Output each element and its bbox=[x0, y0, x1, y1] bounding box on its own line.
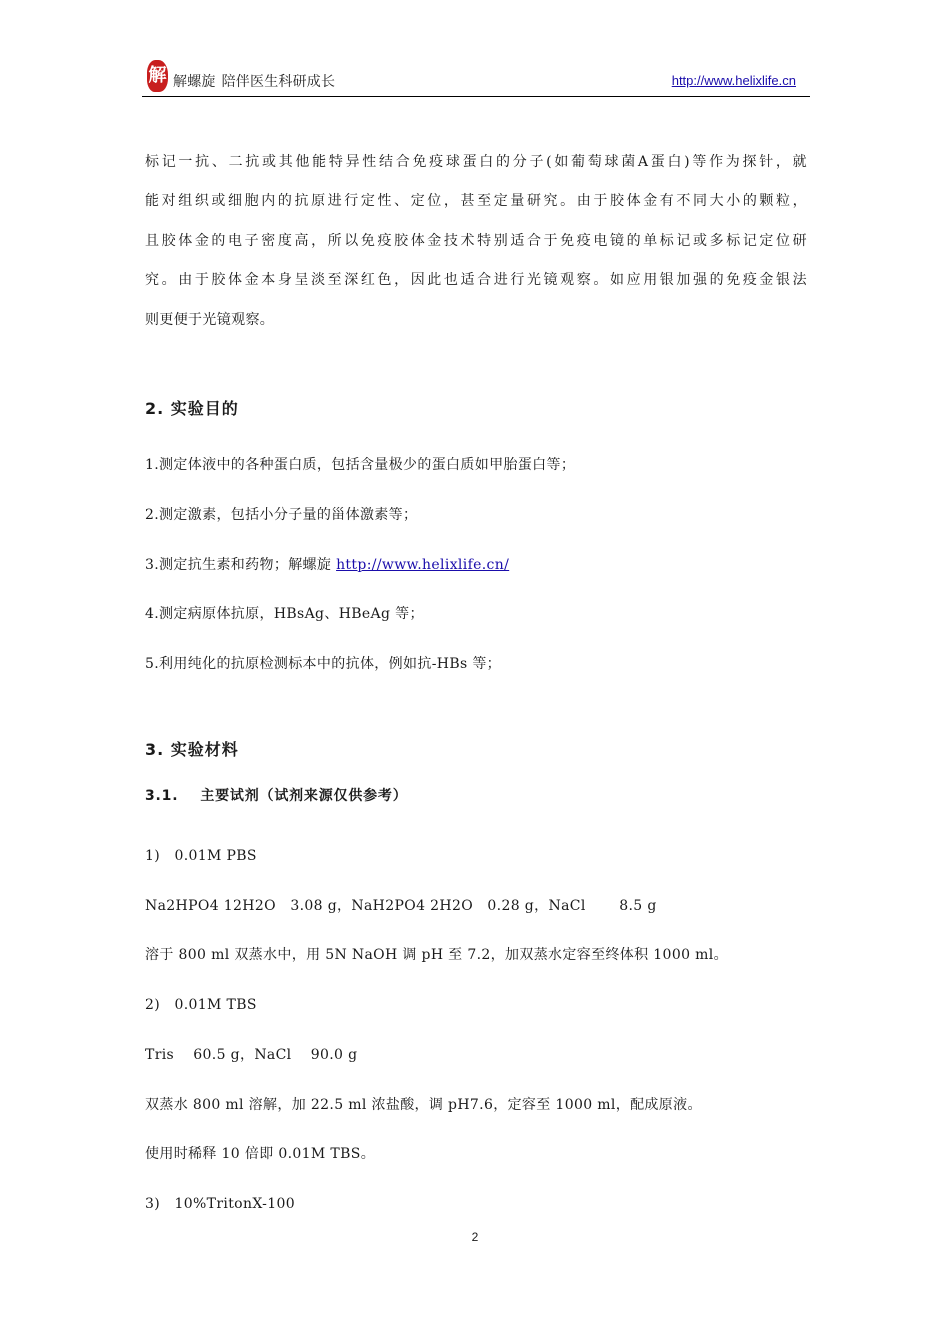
subsection-number: 3.1. bbox=[145, 788, 179, 804]
section-2-heading: 2. 实验目的 bbox=[145, 399, 239, 418]
subsection-3-1-heading bbox=[145, 786, 408, 806]
purpose-item-4: 4.测定病原体抗原，HBsAg、HBeAg 等； bbox=[145, 606, 424, 622]
page-number: 2 bbox=[471, 1230, 479, 1244]
reagent-2-instructions: 双蒸水 800 ml 溶解，加 22.5 ml 浓盐酸，调 pH7.6，定容至 1000 ml，配成原液。 bbox=[145, 1097, 702, 1113]
intro-line-2: 能对组织或细胞内的抗原进行定性、定位，甚至定量研究。由于胶体金有不同大小的颗粒， bbox=[145, 193, 807, 209]
page-header bbox=[142, 58, 810, 97]
purpose-item-3 bbox=[145, 555, 509, 575]
intro-line-4: 究。由于胶体金本身呈淡至深红色，因此也适合进行光镜观察。如应用银加强的免疫金银法 bbox=[145, 272, 807, 288]
reagent-3-title: 3) 10%TritonX-100 bbox=[145, 1196, 295, 1212]
brand-text bbox=[173, 71, 335, 91]
brand-name: 解螺旋 bbox=[173, 74, 216, 90]
helixlife-logo: 解 bbox=[147, 60, 168, 92]
reagent-2-formula: Tris 60.5 g，NaCl 90.0 g bbox=[145, 1047, 358, 1063]
purpose-item-5: 5.利用纯化的抗原检测标本中的抗体，例如抗-HBs 等； bbox=[145, 656, 502, 672]
intro-line-3: 且胶体金的电子密度高，所以免疫胶体金技术特别适合于免疫电镜的单标记或多标记定位研 bbox=[145, 233, 807, 249]
section-3-heading: 3. 实验材料 bbox=[145, 740, 239, 759]
reagent-1-instructions: 溶于 800 ml 双蒸水中，用 5N NaOH 调 pH 至 7.2，加双蒸水定容至终体积 1000 ml。 bbox=[145, 947, 728, 963]
intro-line-1: 标记一抗、二抗或其他能特异性结合免疫球蛋白的分子(如葡萄球菌A蛋白)等作为探针，就 bbox=[145, 154, 807, 170]
reagent-1-formula: Na2HPO4 12H2O 3.08 g，NaH2PO4 2H2O 0.28 g，NaCl 8.5 g bbox=[145, 898, 657, 914]
header-url-link[interactable]: http://www.helixlife.cn bbox=[671, 73, 796, 88]
purpose-item-2: 2.测定激素，包括小分子量的甾体激素等； bbox=[145, 507, 418, 523]
reagent-2-dilution: 使用时稀释 10 倍即 0.01M TBS。 bbox=[145, 1146, 376, 1162]
reagent-2-title: 2) 0.01M TBS bbox=[145, 997, 257, 1013]
brand-slogan: 陪伴医生科研成长 bbox=[221, 74, 336, 90]
helixlife-link[interactable]: http://www.helixlife.cn/ bbox=[336, 557, 510, 573]
subsection-title: 主要试剂（试剂来源仅供参考） bbox=[200, 788, 408, 804]
intro-line-5: 则更便于光镜观察。 bbox=[145, 312, 275, 328]
reagent-1-title: 1) 0.01M PBS bbox=[145, 848, 257, 864]
purpose-item-1: 1.测定体液中的各种蛋白质，包括含量极少的蛋白质如甲胎蛋白等； bbox=[145, 457, 576, 473]
purpose-item-3-text: 3.测定抗生素和药物；解螺旋 bbox=[145, 557, 337, 573]
